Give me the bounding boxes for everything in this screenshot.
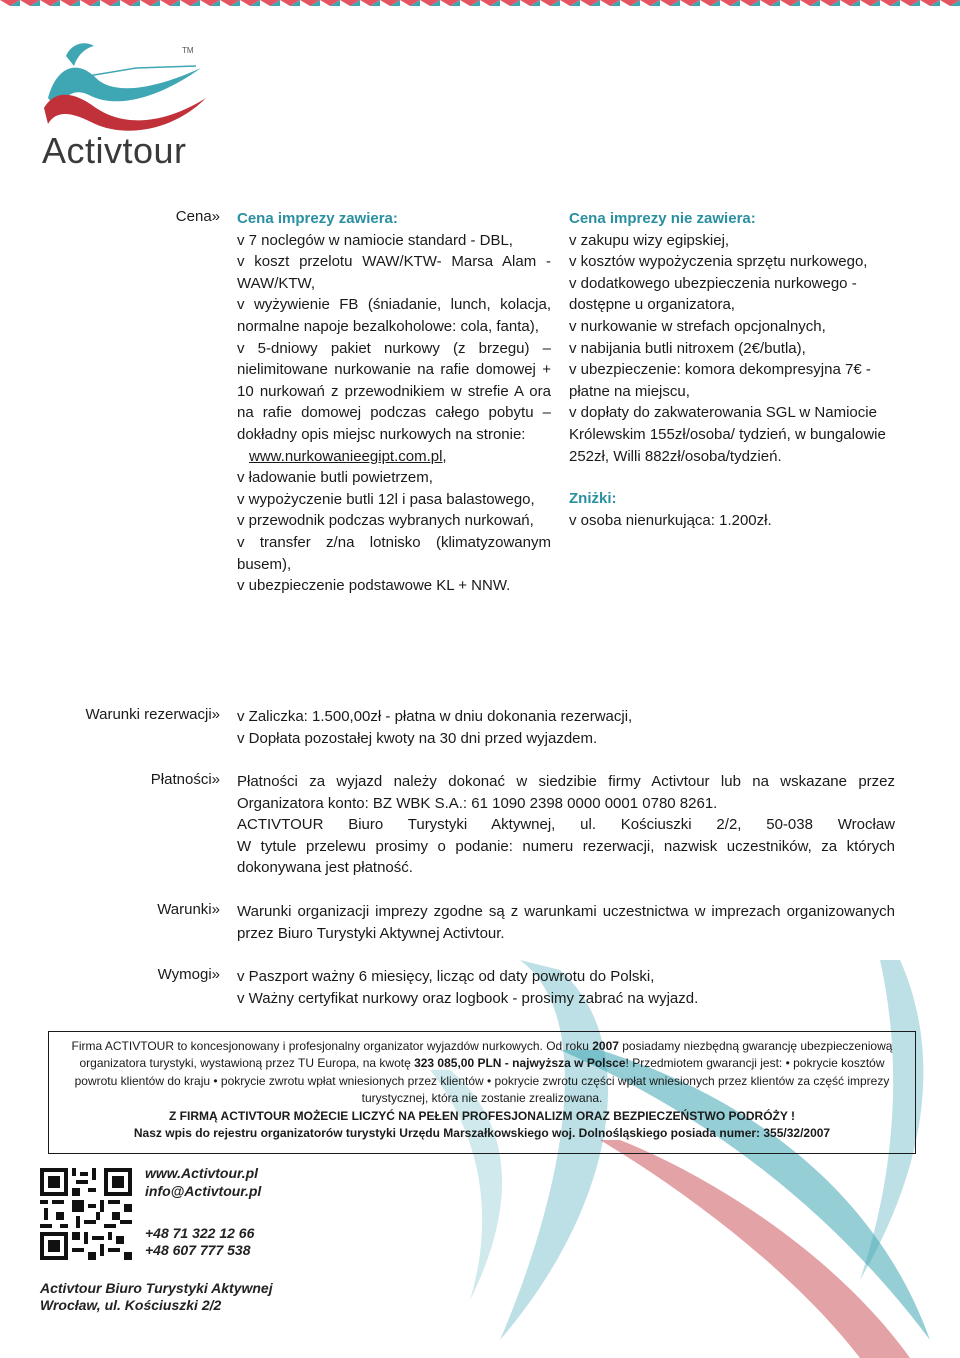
top-decorative-bar bbox=[0, 0, 960, 6]
qr-code-icon bbox=[40, 1168, 132, 1260]
price-includes-item: v koszt przelotu WAW/KTW- Marsa Alam - WAW/KTW, bbox=[237, 253, 551, 292]
price-excludes-item: v dopłaty do zakwaterowania SGL w Namiocie Królewskim 155zł/osoba/ tydzień, w bungalowie 252zł, Willi 882zł/osoba/tydzień. bbox=[569, 404, 886, 465]
email-link[interactable]: info@Activtour.pl bbox=[145, 1183, 262, 1199]
price-excludes-item: v nabijania butli nitroxem (2€/butla), bbox=[569, 339, 806, 357]
price-includes-item: v 5-dniowy pakiet nurkowy (z brzegu) – nielimitowane nurkowanie na rafie domowej + 10 nurkowań z przewodnikiem w strefie A ora na rafie domowej podczas całego pobytu – dokładny opis miejsc nurkowych na stronie: bbox=[237, 339, 551, 443]
activtour-logo bbox=[36, 38, 216, 173]
phone-number[interactable]: +48 607 777 538 bbox=[145, 1242, 251, 1258]
price-includes-item: v wyżywienie FB (śniadanie, lunch, kolacja, normalne napoje bezalkoholowe: cola, fanta), bbox=[237, 296, 551, 335]
price-excludes-column bbox=[569, 208, 897, 531]
guarantee-text: posiadamy niezbędną gwarancję ubezpieczeniową organizatora turystyki, wystawioną przez TU Europa, na kwotę bbox=[79, 1039, 893, 1071]
company-name: Activtour Biuro Turystyki Aktywnej bbox=[40, 1280, 273, 1296]
guarantee-text: ! Przedmiotem gwarancji jest: • pokrycie kosztów powrotu klientów do kraju • pokrycie zwrotu wpłat wniesionych przez klientów • pokrycie zwrotu części wpłat wniesionych przez klientów za część imprezy turystycznej, która nie zostanie zrealizowana. bbox=[74, 1056, 890, 1106]
conditions-section-label: Warunki» bbox=[157, 901, 220, 918]
phone-number[interactable]: +48 71 322 12 66 bbox=[145, 1225, 255, 1241]
price-includes-item: v wypożyczenie butli 12l i pasa balastowego, bbox=[237, 490, 535, 508]
reservation-section-label: Warunki rezerwacji» bbox=[85, 706, 220, 723]
price-includes-item: v ładowanie butli powietrzem, bbox=[237, 469, 433, 487]
price-excludes-item: v nurkowanie w strefach opcjonalnych, bbox=[569, 317, 826, 335]
professionalism-slogan: Z FIRMĄ ACTIVTOUR MOŻECIE LICZYĆ NA PEŁEN PROFESJONALIZM ORAZ BEZPIECZEŃSTWO PODRÓŻY ! bbox=[168, 1108, 795, 1123]
reservation-conditions bbox=[237, 706, 897, 749]
price-includes-item: v 7 noclegów w namiocie standard - DBL, bbox=[237, 231, 513, 249]
payments-text bbox=[237, 771, 895, 879]
company-address: Wrocław, ul. Kościuszki 2/2 bbox=[40, 1297, 222, 1313]
price-includes-item: v ubezpieczenie podstawowe KL + NNW. bbox=[237, 577, 511, 595]
guarantee-paragraph bbox=[59, 1038, 905, 1108]
requirements-section-label: Wymogi» bbox=[157, 966, 220, 983]
discount-item: v osoba nienurkująca: 1.200zł. bbox=[569, 511, 772, 529]
guarantee-text: Firma ACTIVTOUR to koncesjonowany i profesjonalny organizator wyjazdów nurkowych. Od roku bbox=[71, 1039, 593, 1053]
requirement-line: v Paszport ważny 6 miesięcy, licząc od daty powrotu do Polski, bbox=[237, 968, 655, 985]
company-info-box bbox=[48, 1031, 916, 1154]
conditions-text: Warunki organizacji imprezy zgodne są z warunkami uczestnictwa w imprezach organizowanych przez Biuro Turystyki Aktywnej Activtour. bbox=[237, 903, 895, 942]
price-excludes-item: v zakupu wizy egipskiej, bbox=[569, 231, 730, 249]
diving-sites-link[interactable]: www.nurkowanieegipt.com.pl, bbox=[249, 447, 447, 465]
website-link[interactable]: www.Activtour.pl bbox=[145, 1165, 259, 1181]
logo-wordmark: Activtour bbox=[42, 130, 187, 171]
reservation-line: v Dopłata pozostałej kwoty na 30 dni przed wyjazdem. bbox=[237, 729, 598, 747]
reservation-line: v Zaliczka: 1.500,00zł - płatna w dniu dokonania rezerwacji, bbox=[237, 708, 633, 725]
price-includes-item: v transfer z/na lotnisko (klimatyzowanym busem), bbox=[237, 533, 551, 573]
price-includes-item: v przewodnik podczas wybranych nurkowań, bbox=[237, 512, 534, 530]
price-excludes-item: v kosztów wypożyczenia sprzętu nurkowego, bbox=[569, 253, 868, 271]
price-excludes-item: v dodatkowego ubezpieczenia nurkowego - dostępne u organizatora, bbox=[569, 274, 857, 314]
price-includes-title: Cena imprezy zawiera: bbox=[237, 210, 398, 227]
payments-line: Płatności za wyjazd należy dokonać w siedzibie firmy Activtour lub na wskazane przez Organizatora konto: BZ WBK S.A.: 61 1090 2398 0000 0001 0780 8261. bbox=[237, 773, 895, 812]
price-section-label: Cena» bbox=[175, 208, 220, 225]
trademark-mark: TM bbox=[182, 46, 194, 55]
payments-section-label: Płatności» bbox=[150, 771, 220, 788]
payments-line: W tytule przelewu prosimy o podanie: numeru rezerwacji, nazwisk uczestników, za których dokonywana jest płatność. bbox=[237, 837, 895, 877]
price-excludes-item: v ubezpieczenie: komora dekompresyjna 7€ - płatne na miejscu, bbox=[569, 361, 871, 400]
requirement-line: v Ważny certyfikat nurkowy oraz logbook - prosimy zabrać na wyjazd. bbox=[237, 989, 699, 1007]
registry-number: Nasz wpis do rejestru organizatorów turystyki Urzędu Marszałkowskiego woj. Dolnośląskiego posiada numer: 355/32/2007 bbox=[133, 1126, 831, 1141]
payments-line: ACTIVTOUR Biuro Turystyki Aktywnej, ul. Kościuszki 2/2, 50-038 Wrocław bbox=[237, 816, 895, 834]
guarantee-year: 2007 bbox=[592, 1039, 619, 1053]
discounts-title: Zniżki: bbox=[569, 490, 617, 508]
guarantee-amount: 323 085,00 PLN - najwyższa w Polsce bbox=[414, 1056, 626, 1071]
price-includes-column bbox=[237, 208, 551, 597]
price-excludes-title: Cena imprezy nie zawiera: bbox=[569, 210, 756, 227]
requirements-list bbox=[237, 966, 895, 1009]
